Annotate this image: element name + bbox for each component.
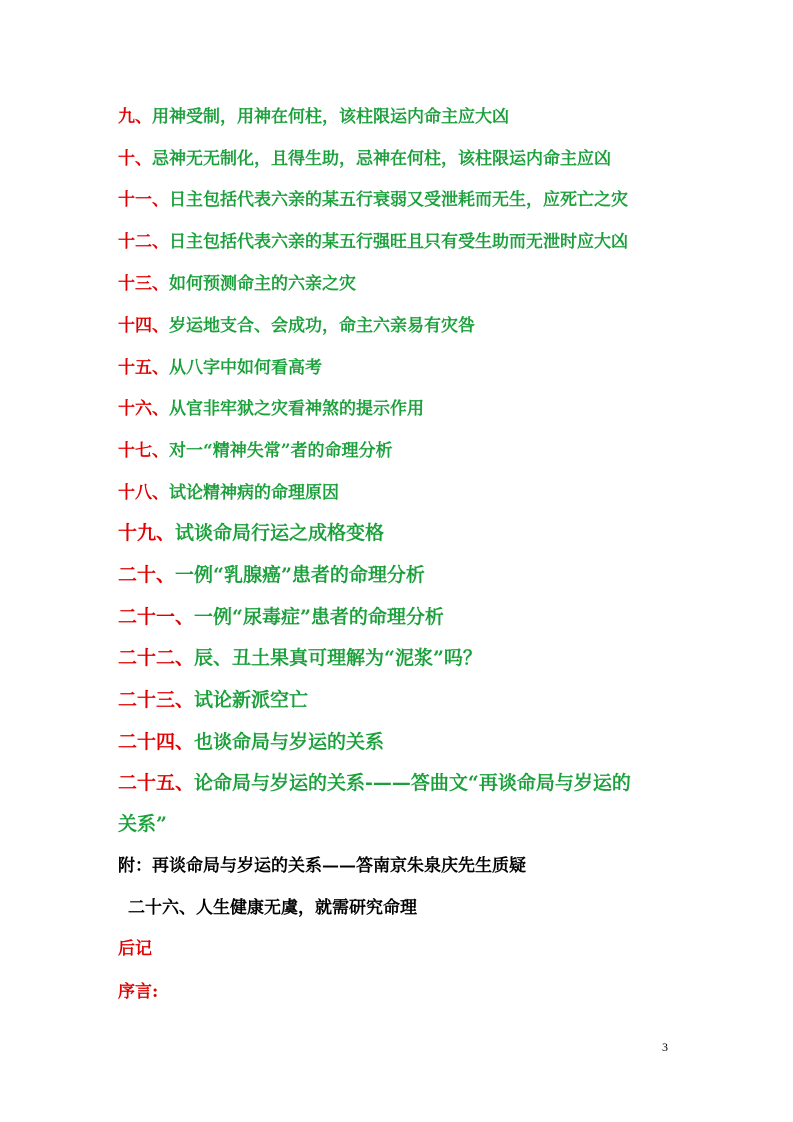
toc-title: 试谈命局行运之成格变格 [175, 522, 385, 544]
toc-item-9 [118, 105, 683, 129]
toc-number: 十五、 [118, 358, 169, 378]
toc-number: 十四、 [118, 316, 169, 336]
toc-item-23 [118, 688, 683, 712]
toc-item-25 [118, 771, 683, 795]
toc-number: 二十、 [118, 564, 176, 586]
toc-title: 从八字中如何看高考 [169, 358, 322, 378]
toc-title: 日主包括代表六亲的某五行衰弱又受泄耗而无生，应死亡之灾 [169, 190, 628, 210]
toc-item-24 [118, 730, 683, 754]
toc-title: 论命局与岁运的关系-——答曲文“再谈命局与岁运的 [194, 772, 631, 794]
toc-title: 岁运地支合、会成功，命主六亲易有灾咎 [169, 316, 475, 336]
toc-item-22 [118, 646, 683, 670]
toc-item-21 [118, 605, 683, 629]
toc-title: 辰、丑土果真可理解为“泥浆”吗？ [194, 647, 482, 669]
toc-title-continuation: 关系” [118, 813, 167, 835]
toc-title: 对一“精神失常”者的命理分析 [169, 441, 393, 461]
toc-number: 十九、 [118, 522, 176, 544]
toc-title: 日主包括代表六亲的某五行强旺且只有受生助而无泄时应大凶 [169, 232, 628, 252]
toc-number: 十三、 [118, 274, 169, 294]
toc-title: 一例“尿毒症”患者的命理分析 [194, 606, 444, 628]
toc-number: 二十一、 [118, 606, 195, 628]
toc-title: 忌神无无制化，且得生助，忌神在何柱，该柱限运内命主应凶 [152, 149, 611, 169]
toc-item-20 [118, 563, 683, 587]
toc-number: 十六、 [118, 399, 169, 419]
toc-item-11 [118, 188, 683, 212]
afterword-heading: 后记 [118, 939, 152, 959]
toc-title: 也谈命局与岁运的关系 [194, 731, 385, 753]
toc-item-16 [118, 397, 683, 421]
preface-heading: 序言: [118, 982, 159, 1002]
toc-item-25-continuation [118, 812, 683, 836]
toc-number: 十八、 [118, 483, 169, 503]
toc-number: 十、 [118, 149, 152, 169]
toc-item-15 [118, 356, 683, 380]
toc-title: 用神受制，用神在何柱，该柱限运内命主应大凶 [152, 107, 509, 127]
page-number: 3 [662, 1040, 668, 1054]
toc-item-17 [118, 439, 683, 463]
toc-item-26: 二十六、人生健康无虞，就需研究命理 [128, 898, 417, 918]
toc-title: 从官非牢狱之灾看神煞的提示作用 [169, 399, 424, 419]
toc-item-10 [118, 147, 683, 171]
toc-number: 九、 [118, 107, 152, 127]
toc-item-14 [118, 314, 683, 338]
toc-item-19 [118, 521, 683, 545]
toc-title: 试论精神病的命理原因 [169, 483, 339, 503]
toc-number: 二十四、 [118, 731, 195, 753]
toc-number: 二十三、 [118, 689, 195, 711]
toc-item-18 [118, 481, 683, 505]
toc-number: 二十五、 [118, 772, 195, 794]
toc-title: 如何预测命主的六亲之灾 [169, 274, 356, 294]
appendix-line: 附：再谈命局与岁运的关系——答南京朱泉庆先生质疑 [118, 856, 526, 876]
toc-number: 十二、 [118, 232, 169, 252]
toc-number: 十一、 [118, 190, 169, 210]
toc-item-12 [118, 230, 683, 254]
toc-title: 试论新派空亡 [194, 689, 309, 711]
toc-title: 一例“乳腺癌”患者的命理分析 [175, 564, 425, 586]
toc-number: 十七、 [118, 441, 169, 461]
toc-number: 二十二、 [118, 647, 195, 669]
toc-item-13 [118, 272, 683, 296]
